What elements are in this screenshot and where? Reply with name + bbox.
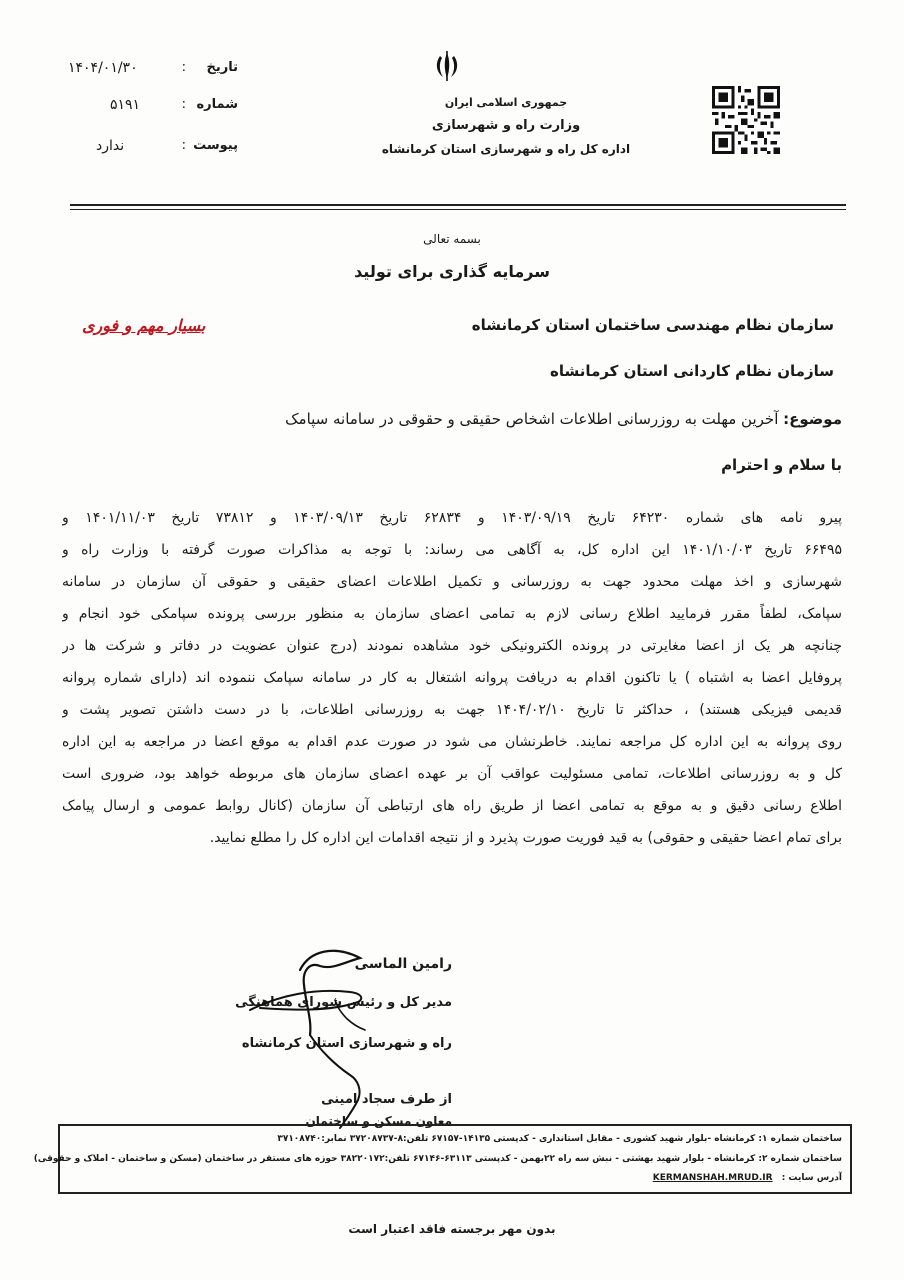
deputy-title: معاون مسکن و ساختمان: [305, 1114, 452, 1128]
body-line: اطلاع رسانی دقیق و به موقع به تمامی اعضا از طریق راه های ارتباطی آن سازمان (کانال روابط عمومی و ارسال پیامک: [62, 798, 842, 814]
footer-contact-box: [33, 1124, 852, 1194]
signer-title-2: راه و شهرسازی استان کرمانشاه: [241, 1036, 452, 1051]
country-name: جمهوری اسلامی ایران: [444, 96, 568, 109]
number-value: ۵۱۹۱: [110, 97, 141, 113]
validity-note: بدون مهر برجسته فاقد اعتبار است: [348, 1222, 556, 1236]
website-link[interactable]: KERMANSHAH.MRUD.IR: [652, 1173, 773, 1183]
body-line: سپامک، لطفاً مقرر فرمایید اطلاع رسانی لازم به تمامی اعضای سازمان به منظور بررسی پرونده سپامکی خود انجام و: [62, 606, 842, 622]
date-value: ۱۴۰۴/۰۱/۳۰: [68, 60, 138, 76]
body-line: چنانچه هر یک از اعضا مغایرتی در پرونده الکترونیکی خود مشاهده نمودند (درج عنوان عضویت در دفاتر و شرکت ها در: [62, 638, 842, 654]
body-line: پیرو نامه های شماره ۶۴۲۳۰ تاریخ ۱۴۰۳/۰۹/۱۹ و ۶۲۸۳۴ تاریخ ۱۴۰۳/۰۹/۱۳ و ۷۳۸۱۲ تاریخ ۱۴۰۱/۱۱/۰۳ و: [62, 510, 842, 526]
body-line: قدیمی فیزیکی هستند) ، حداکثر تا تاریخ ۱۴۰۴/۰۲/۱۰ جهت به روزرسانی اطلاعات، با در دست داشتن تصویر پشت و: [62, 702, 842, 718]
body-line: ۶۶۴۹۵ تاریخ ۱۴۰۱/۱۰/۰۳ این اداره کل، به آگاهی می رساند: با توجه به مذاکرات صورت گرفته با وزارت راه و: [62, 542, 842, 558]
body-line: کل و به روزرسانی اطلاعات، تمامی مسئولیت عواقب آن بر عهده اعضای سازمان های مربوطه خواهد بود، ضروری است: [62, 766, 842, 782]
recipient-1: سازمان نظام مهندسی ساختمان استان کرمانشاه: [471, 316, 834, 334]
subject-line: [285, 410, 842, 428]
body-line: روی پروانه به این اداره کل مراجعه نمایند. خاطرنشان می شود در صورت عدم اقدام به موقع اعضا در مراجعه به این اداره: [62, 734, 842, 750]
number-label: شماره: [196, 97, 238, 112]
header-divider-thin: [70, 209, 846, 210]
footer-building-1: ساختمان شماره ۱: کرمانشاه -بلوار شهید کشوری - مقابل استانداری - کدپستی ۱۴۱۳۵-۶۷۱۵۷ تلفن:۸-۳۷۲۰۸۷۳۷ نمابر:۳۷۱۰۸۷۴۰: [277, 1134, 842, 1144]
subject-label: موضوع:: [783, 410, 842, 428]
number-row: [68, 97, 238, 117]
subject-text: آخرین مهلت به روزرسانی اطلاعات اشخاص حقیقی و حقوقی در سامانه سپامک: [285, 410, 779, 428]
body-line: برای تمام اعضا حقیقی و حقوقی) به قید فوریت صورت پذیرد و از نتیجه اقدامات این اداره کل را مطلع نمایید.: [209, 830, 842, 846]
urgency-label: بسیار مهم و فوری: [82, 316, 206, 335]
qr-code-icon: [712, 86, 780, 154]
attachment-label: پیوست: [193, 138, 238, 153]
date-colon: :: [181, 60, 186, 75]
website-label: آدرس سایت :: [781, 1173, 842, 1183]
handwritten-signature-icon: [240, 940, 380, 1130]
header-divider: [70, 204, 846, 206]
date-label: تاریخ: [206, 60, 238, 75]
department-name: اداره کل راه و شهرسازی استان کرمانشاه: [381, 142, 631, 156]
signer-title-1: مدیر کل و رئیس شورای هماهنگی: [235, 995, 452, 1010]
body-line: شهرسازی و اخذ مهلت محدود جهت به روزرسانی و تکمیل اطلاعات اعضای حقیقی و حقوقی آن سازمان در سامانه: [62, 574, 842, 590]
iran-emblem-icon: [432, 50, 462, 82]
body-line: پروفایل اعضا به اشتباه ) یا تاکنون اقدام به دریافت پروانه اشتغال به کار در سامانه سپامک ننموده اند (دارای شماره پروانه: [62, 670, 842, 686]
attachment-row: [68, 138, 238, 158]
on-behalf-of: از طرف سجاد امینی: [321, 1092, 452, 1107]
attachment-value: ندارد: [96, 138, 125, 154]
invocation: بسمه تعالی: [423, 232, 481, 246]
letter-body: [62, 502, 842, 854]
greeting: با سلام و احترام: [721, 456, 842, 474]
footer-building-2: ساختمان شماره ۲: کرمانشاه - بلوار شهید بهشتی - نبش سه راه ۲۲بهمن - کدپستی ۶۳۱۱۳-۶۷۱۴۶ تلفن:۳۸۲۲۰۱۷۲ حوزه های مستقر در ساختمان (مسکن و ساختمان - املاک و حقوقی): [33, 1154, 842, 1164]
number-colon: :: [181, 97, 186, 112]
attachment-colon: :: [181, 138, 186, 153]
recipient-2: سازمان نظام کاردانی استان کرمانشاه: [550, 362, 834, 380]
signer-name: رامین الماسی: [354, 956, 452, 972]
date-row: [68, 60, 238, 80]
ministry-name: وزارت راه و شهرسازی: [431, 118, 581, 133]
slogan: سرمایه گذاری برای تولید: [354, 262, 550, 281]
footer-website-row: [653, 1173, 842, 1183]
